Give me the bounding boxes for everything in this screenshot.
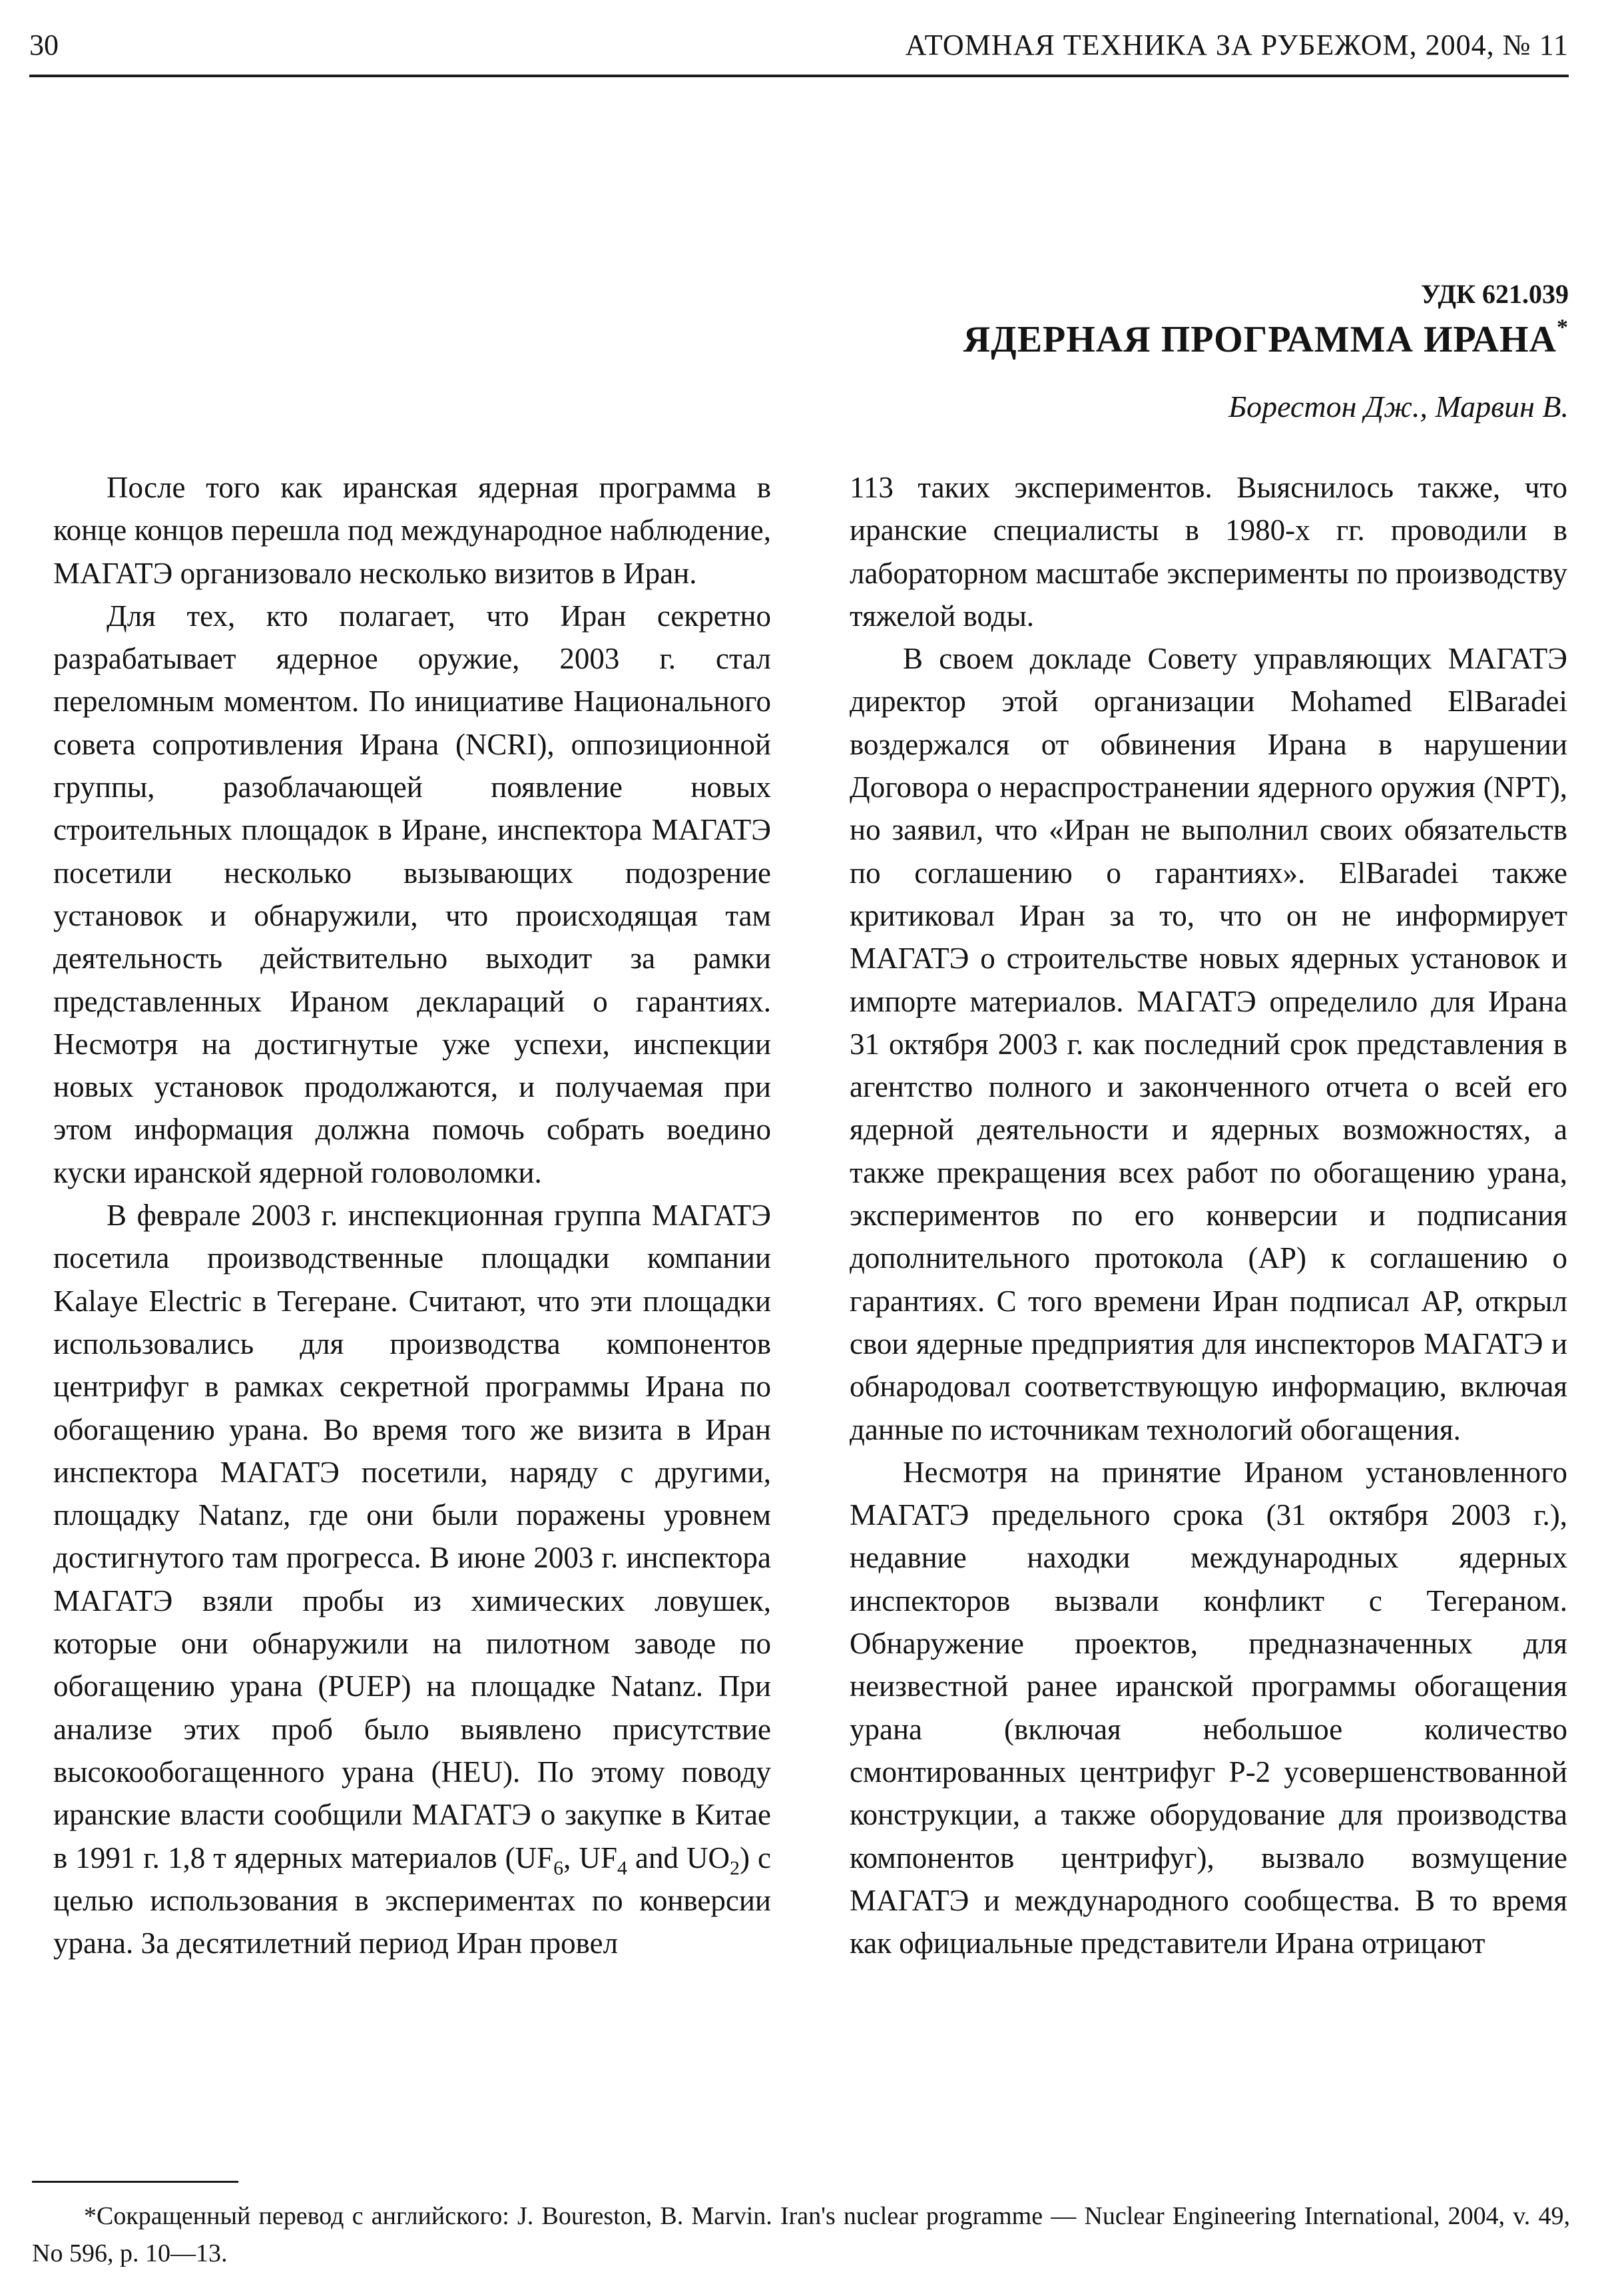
paragraph: После того как иранская ядерная программа в конце концов перешла под международное наблюдение, МАГАТЭ организовало несколько визитов в Иран. [53,471,771,590]
footnote: *Сокращенный перевод с английского: J. Boureston, B. Marvin. Iran's nuclear programme — Nuclear Engineering International, 2004, v. 49, No 596, p. 10—13. [32,2202,1570,2267]
paragraph-text: , UF [563,1841,617,1874]
udk-code: УДК 621.039 [1421,279,1569,309]
paragraph: В своем докладе Совету управляющих МАГАТЭ директор этой организации Mohamed ElBaradei воздержался от обвинения Ирана в нарушении Договора о нераспространении ядерного оружия (NPT), но заявил, что «Иран не выполнил своих обязательств по соглашению о гарантиях». ElBaradei также критиковал Иран за то, что он не информирует МАГАТЭ о строительстве новых ядерных установок и импорте материалов. МАГАТЭ определило для Ирана 31 октября 2003 г. как последний срок представления в агентство полного и законченного отчета о всей его ядерной деятельности и ядерных возможностях, а также прекращения всех работ по обогащению урана, экспериментов по его конверсии и подписания дополнительного протокола (AP) к соглашению о гарантиях. С того времени Иран подписал AP, открыл свои ядерные предприятия для инспекторов МАГАТЭ и обнародовал соответствующую информацию, включая данные по источникам технологий обогащения. [850,642,1567,1446]
paragraph-text: В феврале 2003 г. инспекционная группа МАГАТЭ посетила производственные площадки компании Kalaye Electric в Тегеране. Считают, что эти площадки использовались для производства компонентов центрифуг в рамках секретной программы Ирана по обогащению урана. Во время того же визита в Иран инспектора МАГАТЭ посетили, наряду с другими, площадку Natanz, где они были поражены уровнем достигнутого там прогресса. В июне 2003 г. инспектора МАГАТЭ взяли пробы из химических ловушек, которые они обнаружили на пилотном заводе по обогащению урана (PUEP) на площадке Natanz. При анализе этих проб было выявлено присутствие высокообогащенного урана (HEU). По этому поводу иранские власти сообщили МАГАТЭ о закупке в Китае в 1991 г. 1,8 т ядерных материалов (UF [53,1199,771,1874]
article-title [963,315,1569,361]
page-header [29,23,1569,77]
paragraph: Для тех, кто полагает, что Иран секретно разрабатывает ядерное оружие, 2003 г. стал переломным моментом. По инициативе Национального совета сопротивления Ирана (NCRI), оппозиционной группы, разоблачающей появление новых строительных площадок в Иране, инспектора МАГАТЭ посетили несколько вызывающих подозрение установок и обнаружили, что происходящая там деятельность действительно выходит за рамки представленных Ираном деклараций о гарантиях. Несмотря на достигнутые уже успехи, инспекции новых установок продолжаются, и получаемая при этом информация должна помочь собрать воедино куски иранской ядерной головоломки. [53,599,771,1189]
subscript: 4 [617,1857,627,1879]
subscript: 6 [553,1857,564,1879]
paragraph: 113 таких экспериментов. Выяснилось также, что иранские специалисты в 1980-х гг. проводили в лабораторном масштабе эксперименты по производству тяжелой воды. [850,471,1567,633]
left-column [53,466,771,1964]
paragraph-text: ) с целью использования в экспериментах по конверсии урана. За десятилетний период Иран провел [53,1841,772,1960]
right-column [850,466,1567,1964]
article-title-text: ЯДЕРНАЯ ПРОГРАММА ИРАНА [963,319,1557,360]
journal-title: АТОМНАЯ ТЕХНИКА ЗА РУБЕЖОМ, 2004, № 11 [905,29,1569,61]
footnote-mark: * [1557,315,1569,340]
subscript: 2 [730,1857,740,1879]
paragraph [53,1194,771,1964]
footnote-divider [32,2181,238,2183]
paragraph-text: and UO [627,1841,730,1874]
page-number: 30 [29,29,59,61]
paragraph: Несмотря на принятие Ираном установленного МАГАТЭ предельного срока (31 октября 2003 г.), недавние находки международных ядерных инспекторов вызвали конфликт с Тегераном. Обнаружение проектов, предназначенных для неизвестной ранее иранской программы обогащения урана (включая небольшое количество смонтированных центрифуг P-2 усовершенствованной конструкции, а также оборудование для производства компонентов центрифуг), вызвало возмущение МАГАТЭ и международного сообщества. В то время как официальные представители Ирана отрицают [850,1455,1567,1960]
article-authors: Борестон Дж., Марвин В. [1228,390,1569,424]
